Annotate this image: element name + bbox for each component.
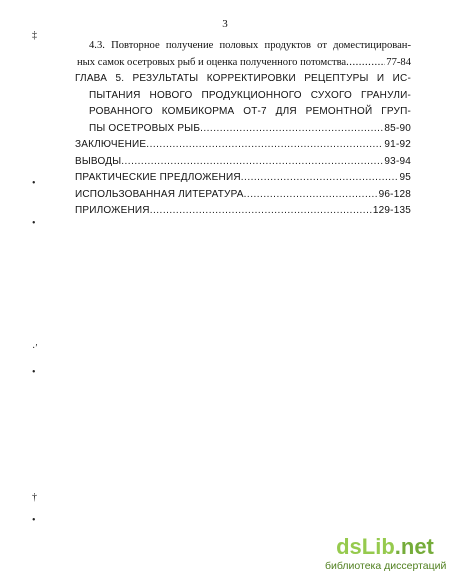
page-number: 3 [222,18,228,30]
toc-chapter5-line3: РОВАННОГО КОМБИКОРМА ОТ-7 ДЛЯ РЕМОНТНОЙ ГРУП- [89,106,411,117]
toc-item-4-3-line2 [75,55,411,72]
toc-page-range: 77-84 [386,56,411,68]
toc-entry-title: ПРИЛОЖЕНИЯ [75,205,150,216]
toc-conclusion [75,137,411,154]
toc-appendices [75,203,411,220]
toc-entry-title: ПРАКТИЧЕСКИЕ ПРЕДЛОЖЕНИЯ [75,172,241,183]
toc-page-range: 91-92 [384,139,411,150]
toc-entry-title: ЗАКЛЮЧЕНИЕ [75,139,147,150]
margin-mark: ·′ [32,343,38,354]
toc-chapter5-line4 [75,121,411,138]
toc-page-range: 93-94 [384,155,411,167]
margin-mark: • [32,178,36,189]
toc-leader-dots [121,154,383,171]
logo-tld: .net [394,534,434,559]
toc-leader-dots [150,203,372,220]
margin-mark: ‡ [32,30,37,41]
toc-chapter5-line2: ПЫТАНИЯ НОВОГО ПРОДУКЦИОННОГО СУХОГО ГРАНУЛИ- [89,89,411,101]
toc-item-4-3-line1: 4.3. Повторное получение половых продуктов от доместицирован- [89,40,411,51]
toc-practical-proposals [75,170,411,187]
margin-mark: • [32,515,36,526]
table-of-contents [75,38,411,220]
toc-entry-title: ПЫ ОСЕТРОВЫХ РЫБ [89,122,201,134]
toc-findings [75,154,411,171]
toc-page-range: 129-135 [372,205,411,216]
toc-entry-title: ных самок осетровых рыб и оценка полученного потомства [77,56,347,68]
margin-mark: • [32,367,36,378]
toc-page-range: 96-128 [378,188,411,200]
toc-page-range: 95 [399,172,411,183]
margin-mark: † [32,492,37,503]
dslib-logo [325,535,445,559]
logo-main: dsLib [336,534,395,559]
toc-leader-dots [346,55,385,72]
toc-leader-dots [241,170,399,187]
toc-chapter5-line1: ГЛАВА 5. РЕЗУЛЬТАТЫ КОРРЕКТИРОВКИ РЕЦЕПТУРЫ И ИС- [75,73,411,84]
toc-leader-dots [146,137,383,154]
toc-leader-dots [244,187,378,204]
toc-page-range: 85-90 [384,122,411,134]
toc-entry-title: ИСПОЛЬЗОВАННАЯ ЛИТЕРАТУРА [75,188,244,200]
dslib-watermark [325,535,445,579]
toc-references [75,187,411,204]
toc-leader-dots [200,121,383,138]
toc-entry-title: ВЫВОДЫ [75,155,122,167]
watermark-subtitle: библиотека диссертаций [325,560,447,572]
margin-mark: • [32,218,36,229]
